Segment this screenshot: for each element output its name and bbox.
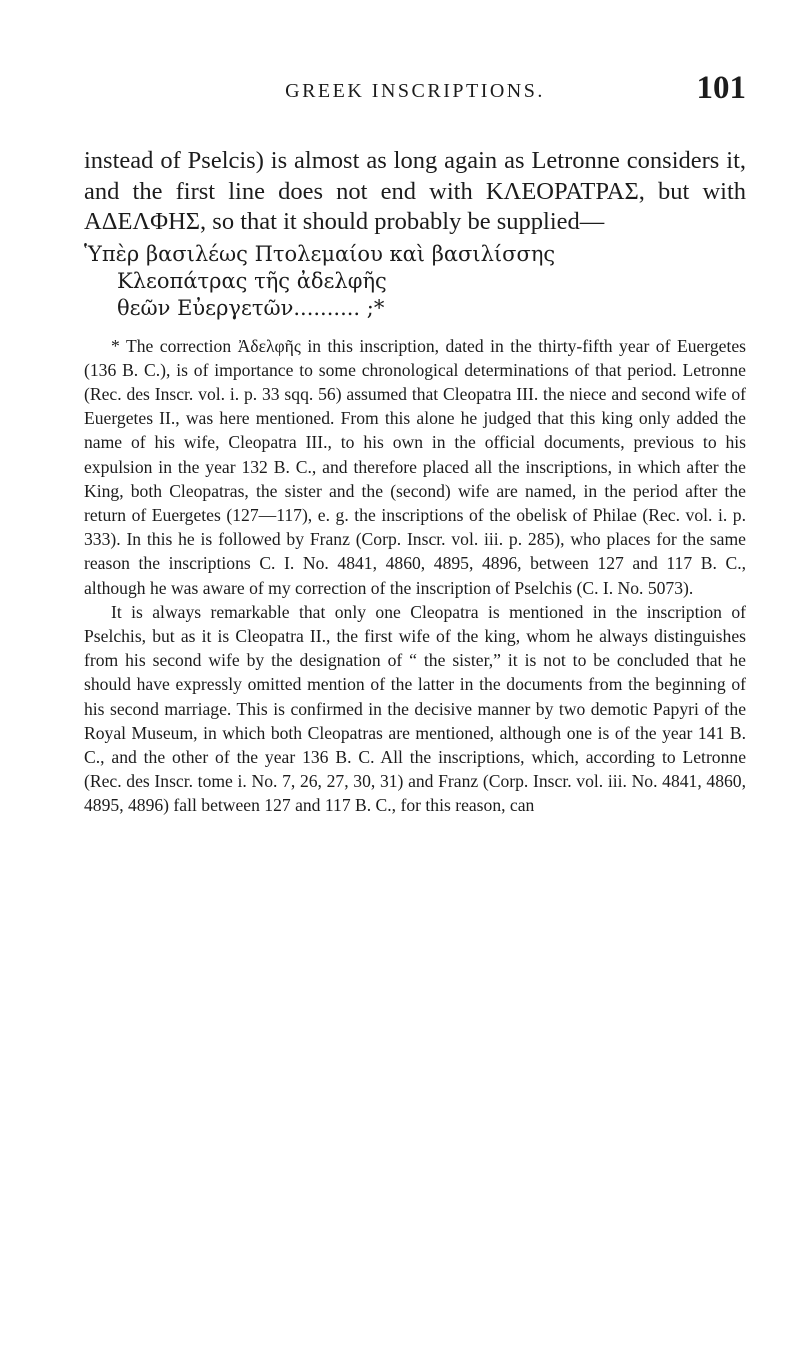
greek-line: Ὑπὲρ βασιλέως Πτολεμαίου καὶ βασιλίσσης xyxy=(84,241,556,266)
running-title: GREEK INSCRIPTIONS. xyxy=(285,80,545,102)
intro-paragraph: instead of Pselcis) is almost as long again as Letronne considers it, and the first line does not end with ΚΛΕΟΡΑΤΡΑΣ, but with ΑΔΕΛΦΗΣ, so that it should probably be supplied— xyxy=(84,147,746,235)
book-page xyxy=(84,70,746,818)
running-head xyxy=(84,70,746,110)
greek-line: θεῶν Εὐεργετῶν.......... ;* xyxy=(117,295,385,320)
footnote xyxy=(84,334,746,818)
greek-line: Κλεοπάτρας τῆς ἀδελφῆς xyxy=(117,268,387,293)
footnote-paragraph: * The correction Ἀδελφῆς in this inscription, dated in the thirty-fifth year of Euergetes (136 B. C.), is of importance to some chronological determinations of that period. Letronne (Rec. des Inscr. vol. i. p. 33 sqq. 56) assumed that Cleopatra III. the niece and second wife of Euergetes II., was here mentioned. From this alone he judged that this king only added the name of his wife, Cleopatra III., to his own in the official documents, previous to his expulsion in the year 132 B. C., and therefore placed all the inscriptions, in which after the King, both Cleopatras, the sister and the (second) wife are named, in the period after the return of Euergetes (127—117), e. g. the inscriptions of the obelisk of Philae (Rec. vol. i. p. 333). In this he is followed by Franz (Corp. Inscr. vol. iii. p. 285), who places for the same reason the inscriptions C. I. No. 4841, 4860, 4895, 4896, between 127 and 117 B. C., although he was aware of my correction of the inscription of Pselchis (C. I. No. 5073). xyxy=(84,335,746,598)
main-text xyxy=(84,146,746,322)
greek-inscription xyxy=(84,241,746,322)
page-number: 101 xyxy=(696,70,746,106)
footnote-paragraph: It is always remarkable that only one Cleopatra is mentioned in the inscription of Pselchis, but as it is Cleopatra II., the first wife of the king, whom he always distinguishes from his second wife by the designation of “ the sister,” it is not to be concluded that he should have expressly omitted mention of the latter in the documents from the beginning of his second marriage. This is confirmed in the decisive manner by two demotic Papyri of the Royal Museum, in which both Cleopatras are mentioned, although one is of the year 141 B. C., and the other of the year 136 B. C. All the inscriptions, which, according to Letronne (Rec. des Inscr. tome i. No. 7, 26, 27, 30, 31) and Franz (Corp. Inscr. vol. iii. No. 4841, 4860, 4895, 4896) fall between 127 and 117 B. C., for this reason, can xyxy=(84,601,746,816)
